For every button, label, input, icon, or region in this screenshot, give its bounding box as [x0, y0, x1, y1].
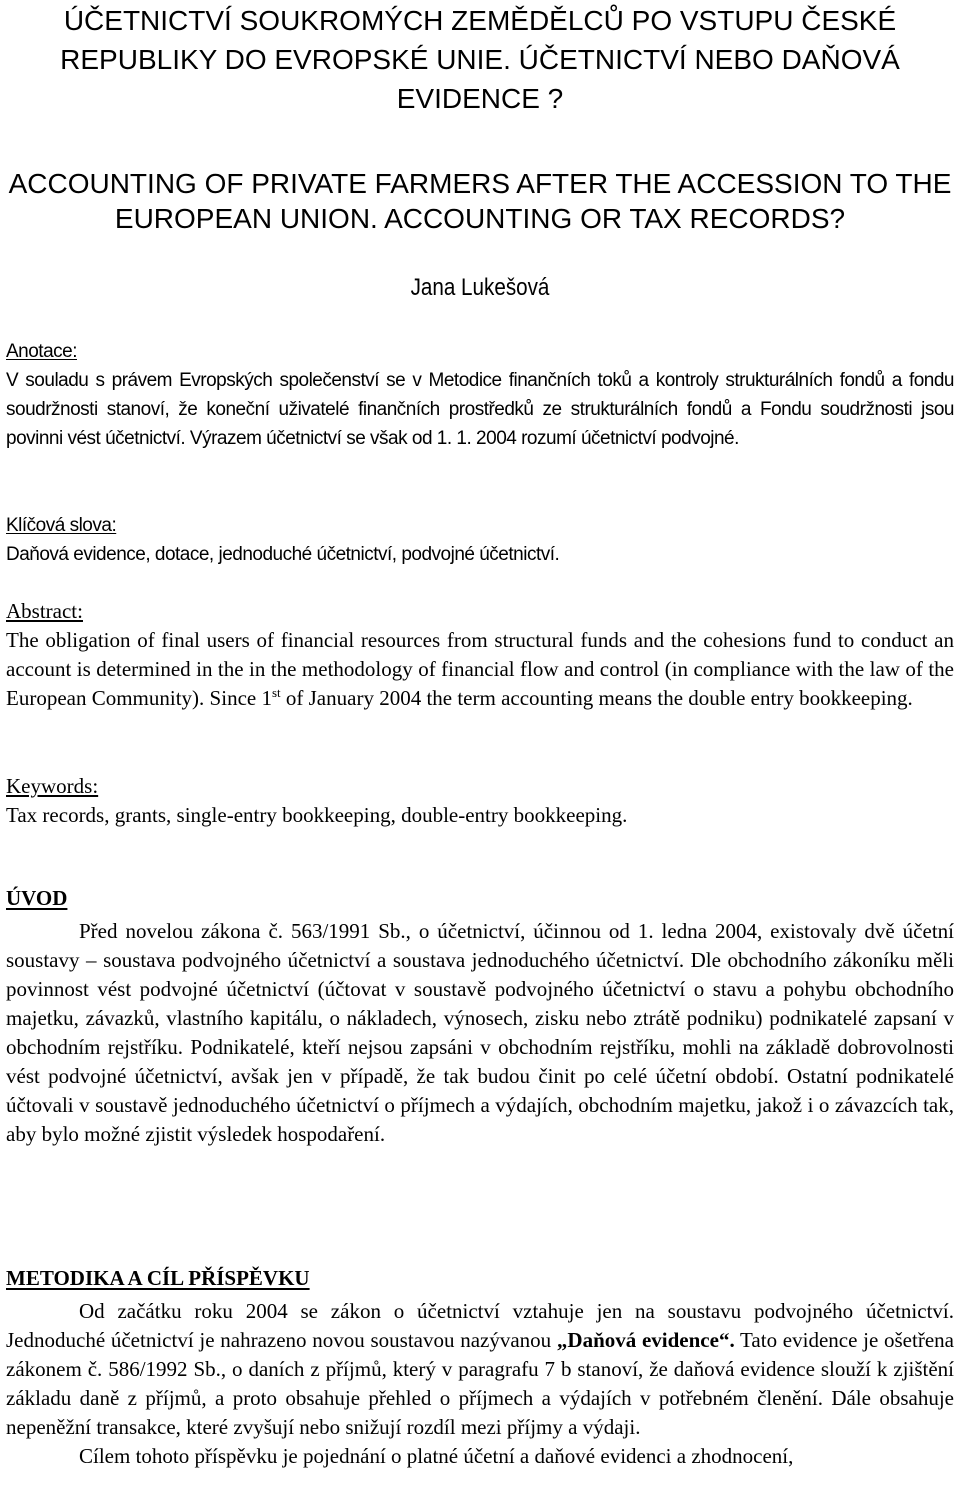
klicova-slova-label: Klíčová slova:	[6, 515, 117, 536]
title-english: ACCOUNTING OF PRIVATE FARMERS AFTER THE ACCESSION TO THE EUROPEAN UNION. ACCOUNTING OR TAX RECORDS?	[8, 168, 952, 234]
uvod-heading: ÚVOD	[6, 886, 68, 910]
abstract-section	[6, 597, 954, 713]
metodika-section	[6, 1264, 954, 1471]
anotace-label: Anotace:	[6, 341, 77, 362]
uvod-text: Před novelou zákona č. 563/1991 Sb., o účetnictví, účinnou od 1. ledna 2004, existovaly dvě účetní soustavy – soustava podvojného účetnictví a soustava jednoduchého účetnictví. Dle obchodního zákoníku měli povinnost vést podvojné účetnictví (účtovat v soustavě podvojného účetnictví o stavu a pohybu obchodního majetku, závazků, vlastního kapitálu, o nákladech, výnosech, zisku nebo ztrátě podniku) podnikatelé zapsaní v obchodním rejstříku. Podnikatelé, kteří nejsou zapsáni v obchodním rejstříku, mohli na základě dobrovolnosti vést podvojné účetnictví, avšak jen v případě, že tak budou činit po celé účetní období. Ostatní podnikatelé účtovali v soustavě jednoduchého účetnictví o příjmech a výdajích, obchodním majetku, jakož i o závazcích tak, aby bylo možné zjistit výsledek hospodaření.	[6, 919, 954, 1146]
metodika-heading: METODIKA A CÍL PŘÍSPĚVKU	[6, 1266, 310, 1290]
keywords-en-section	[6, 772, 954, 830]
anotace-text: V souladu s právem Evropských společenství se v Metodice finančních toků a kontroly strukturálních fondů a fondu soudržnosti stanoví, že koneční uživatelé finančních prostředků ze strukturálních fondů a Fondu soudržnosti jsou povinni vést účetnictví. Výrazem účetnictví se však od 1. 1. 2004 rozumí účetnictví podvojné.	[6, 370, 954, 449]
keywords-cz-section	[6, 511, 954, 569]
metodika-paragraph-1: Od začátku roku 2004 se zákon o účetnictví vztahuje jen na soustavu podvojného účetnictví. Jednoduché účetnictví je nahrazeno novou soustavou nazývanou „Daňová evidence“. Tato evidence je ošetřena zákonem č. 586/1992 Sb., o daních z příjmů, který v paragrafu 7 b stanoví, že daňová evidence slouží k zjištění základu daně z příjmů, a proto obsahuje přehled o příjmech a výdajích v potřebném členění. Dále obsahuje nepeněžní transakce, které zvyšují nebo snižují rozdíl mezi příjmy a výdaji.	[6, 1299, 954, 1439]
title-czech: ÚČETNICTVÍ SOUKROMÝCH ZEMĚDĚLCŮ PO VSTUPU ČESKÉ REPUBLIKY DO EVROPSKÉ UNIE. ÚČETNICTVÍ NEBO DAŇOVÁ EVIDENCE ?	[60, 5, 900, 114]
metodika-paragraph-2: Cílem tohoto příspěvku je pojednání o platné účetní a daňové evidenci a zhodnocení,	[79, 1444, 794, 1468]
anotace-section	[6, 337, 954, 453]
uvod-section	[6, 884, 954, 1149]
abstract-label: Abstract:	[6, 599, 83, 623]
keywords-text: Tax records, grants, single-entry bookkeeping, double-entry bookkeeping.	[6, 803, 628, 827]
author-name: Jana Lukešová	[410, 274, 550, 301]
klicova-slova-text: Daňová evidence, dotace, jednoduché účetnictví, podvojné účetnictví.	[6, 544, 560, 565]
page	[6, 0, 954, 1468]
abstract-text: The obligation of final users of financial resources from structural funds and the cohesions fund to conduct an account is determined in the in the methodology of financial flow and control (in compliance with the law of the European Community). Since 1st of January 2004 the term accounting means the double entry bookkeeping.	[6, 628, 954, 710]
keywords-label: Keywords:	[6, 774, 99, 798]
